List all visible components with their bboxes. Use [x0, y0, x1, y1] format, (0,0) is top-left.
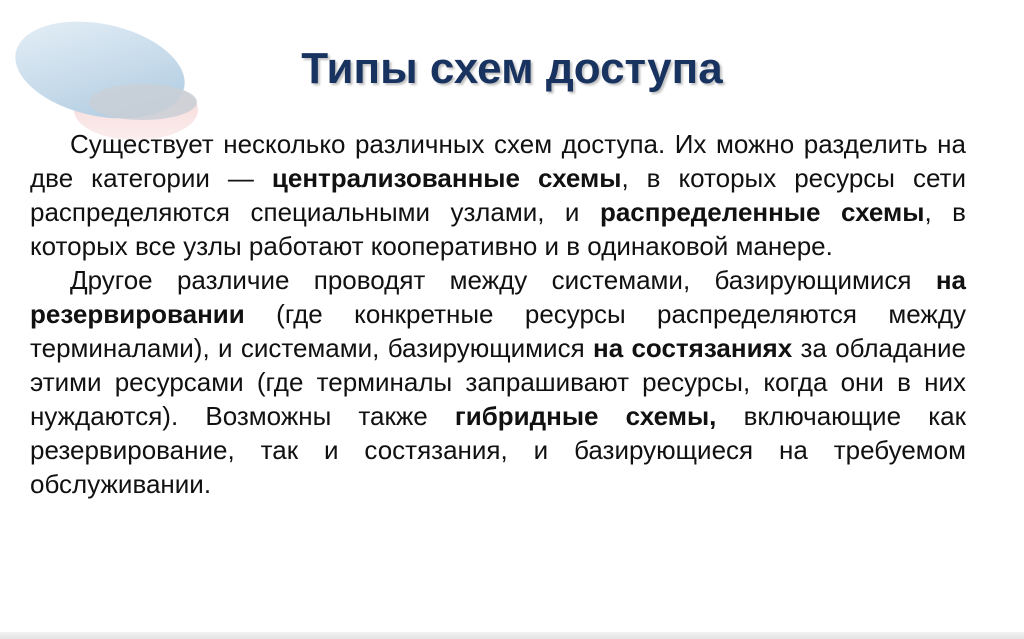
text-run: , в которых ресурсы сети распределяются специальными узлами, и: [30, 163, 966, 227]
bold-term: распределенные схемы: [599, 197, 925, 227]
page-title: Типы схем доступа: [301, 44, 723, 93]
bottom-border: [0, 632, 1024, 639]
paragraph-2: [30, 263, 966, 501]
text-run: за обладание этими ресурсами (где терминалы запрашивают ресурсы, когда они в них нуждаются). Возможны также: [30, 333, 966, 431]
body-text: [30, 127, 966, 501]
bold-term: централизованные схемы: [271, 163, 622, 193]
paragraph-1: [30, 127, 966, 263]
text-run: , в которых все узлы работают кооперативно и в одинаковой манере.: [30, 197, 966, 261]
bold-term: гибридные схемы,: [454, 401, 717, 431]
text-run: включающие как резервирование, так и состязания, и базирующиеся на требуемом обслуживании.: [30, 401, 966, 499]
bold-term: на состязаниях: [592, 333, 793, 363]
text-run: Другое различие проводят между системами, базирующимися: [70, 265, 936, 295]
text-run: Существует несколько различных схем доступа. Их можно разделить на две категории —: [30, 129, 966, 193]
text-run: (где конкретные ресурсы распределяются между терминалами), и системами, базирующимися: [30, 299, 966, 363]
bold-term: на резервировании: [30, 265, 966, 329]
